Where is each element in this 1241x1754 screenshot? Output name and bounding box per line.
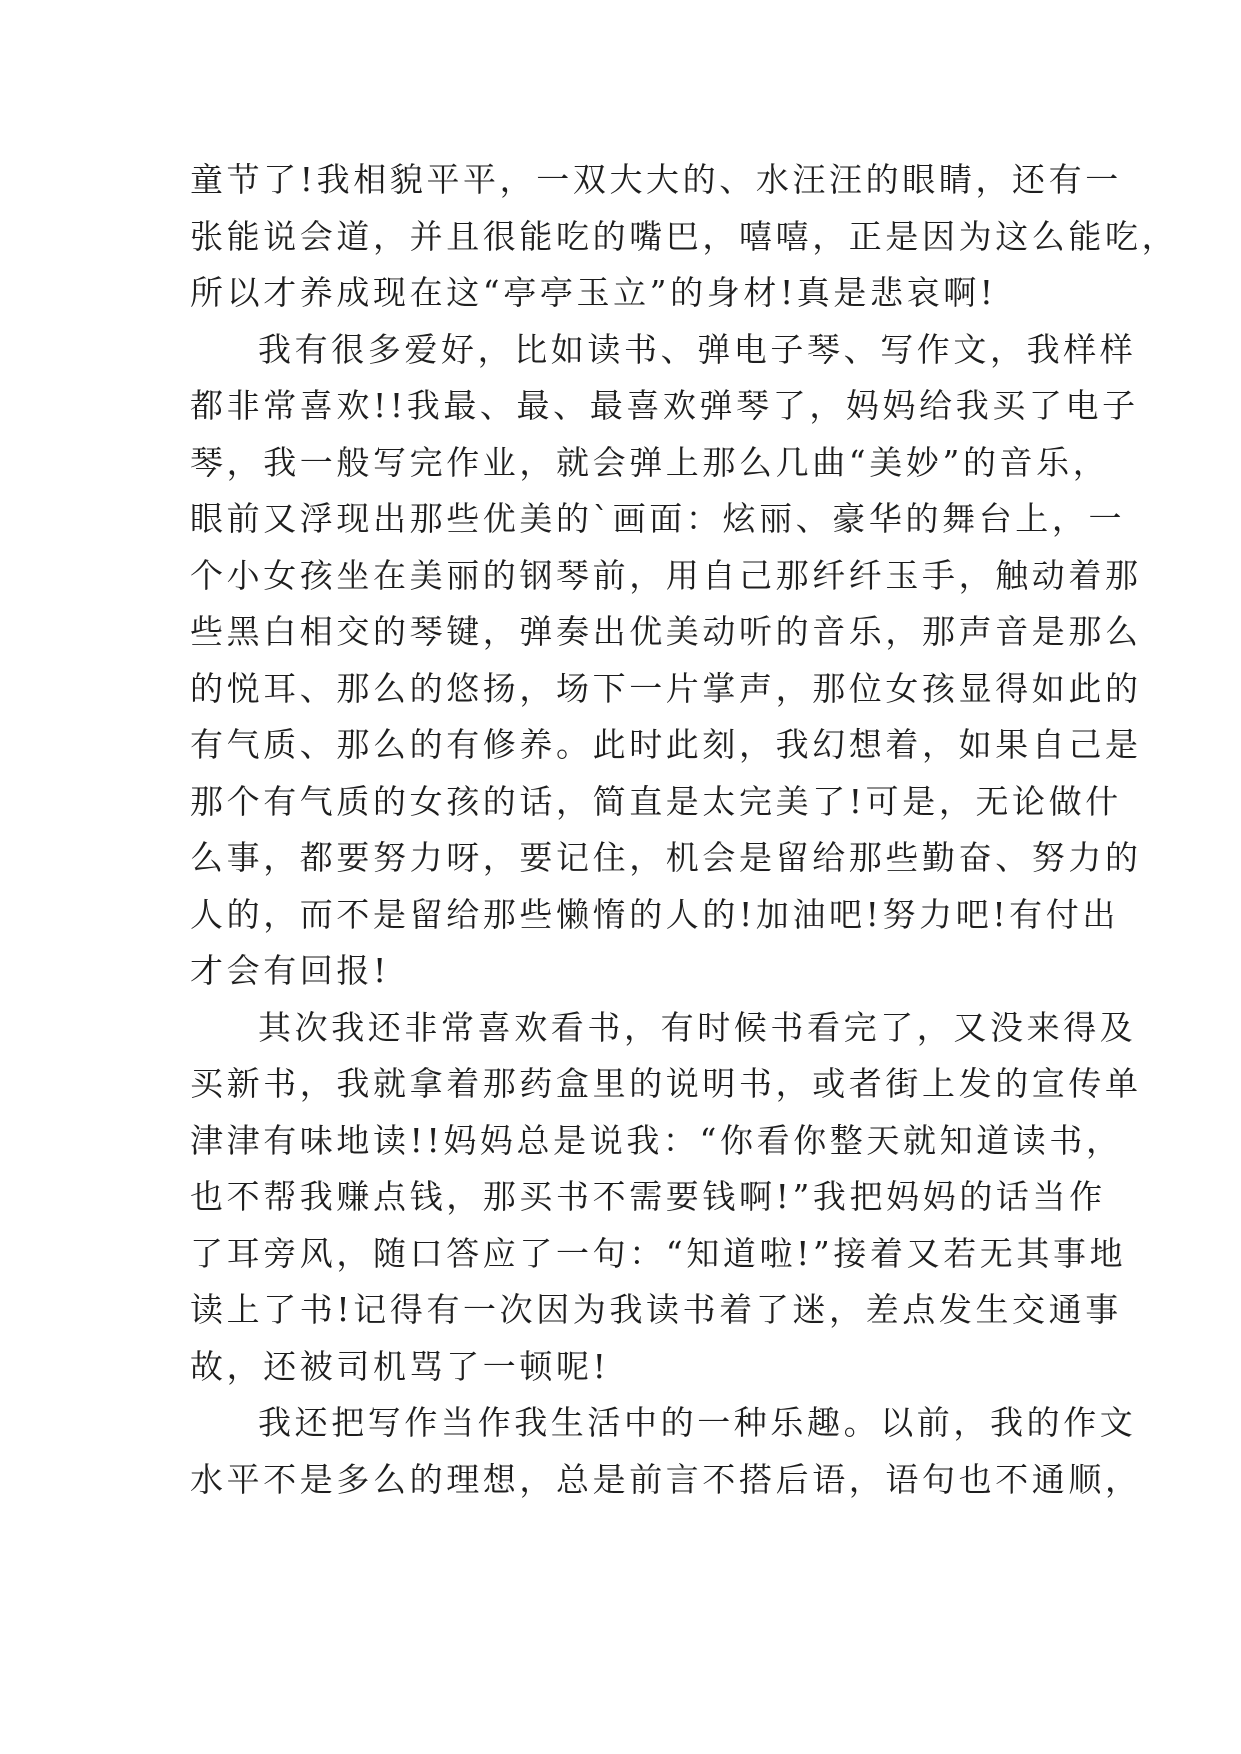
document-body <box>190 152 1179 1508</box>
text-line: 其次我还非常喜欢看书，有时候书看完了，又没来得及 <box>258 1007 1137 1047</box>
text-line: 些黑白相交的琴键，弹奏出优美动听的音乐，那声音是那么 <box>190 612 1142 651</box>
text-line: 才会有回报! <box>190 951 390 990</box>
text-line: 故，还被司机骂了一顿呢! <box>190 1346 610 1386</box>
text-line: 我有很多爱好，比如读书、弹电子琴、写作文，我样样 <box>258 329 1137 369</box>
text-line: 琴，我一般写完作业，就会弹上那么几曲“美妙”的音乐， <box>190 442 1110 482</box>
text-line: 的悦耳、那么的悠扬，场下一片掌声，那位女孩显得如此的 <box>190 668 1142 708</box>
text-line: 了耳旁风，随口答应了一句：“知道啦!”接着又若无其事地 <box>190 1233 1127 1273</box>
text-line: 读上了书!记得有一次因为我读书着了迷，差点发生交通事 <box>190 1290 1122 1329</box>
text-line: 都非常喜欢!!我最、最、最喜欢弹琴了，妈妈给我买了电子 <box>190 386 1139 425</box>
text-line: 童节了!我相貌平平，一双大大的、水汪汪的眼睛，还有一 <box>190 160 1122 199</box>
text-line: 个小女孩坐在美丽的钢琴前，用自己那纤纤玉手，触动着那 <box>190 555 1142 595</box>
text-line: 有气质、那么的有修养。此时此刻，我幻想着，如果自己是 <box>190 725 1142 764</box>
text-line: 张能说会道，并且很能吃的嘴巴，嘻嘻，正是因为这么能吃， <box>190 216 1179 256</box>
text-line: 也不帮我赚点钱，那买书不需要钱啊!”我把妈妈的话当作 <box>190 1177 1106 1216</box>
text-line: 人的，而不是留给那些懒惰的人的!加油吧!努力吧!有付出 <box>190 894 1119 934</box>
text-line: 所以才养成现在这“亭亭玉立”的身材!真是悲哀啊! <box>190 273 997 312</box>
text-line: 津津有味地读!!妈妈总是说我：“你看你整天就知道读书， <box>190 1120 1123 1160</box>
text-line: 我还把写作当作我生活中的一种乐趣。以前，我的作文 <box>258 1403 1137 1442</box>
text-line: 水平不是多么的理想，总是前言不搭后语，语句也不通顺， <box>190 1459 1142 1499</box>
text-line: 那个有气质的女孩的话，简直是太完美了!可是，无论做什 <box>190 781 1122 821</box>
text-line: 么事，都要努力呀，要记住，机会是留给那些勤奋、努力的 <box>190 838 1142 877</box>
text-line: 买新书，我就拿着那药盒里的说明书，或者街上发的宣传单 <box>190 1064 1142 1103</box>
text-line: 眼前又浮现出那些优美的`画面：炫丽、豪华的舞台上，一 <box>190 499 1126 538</box>
